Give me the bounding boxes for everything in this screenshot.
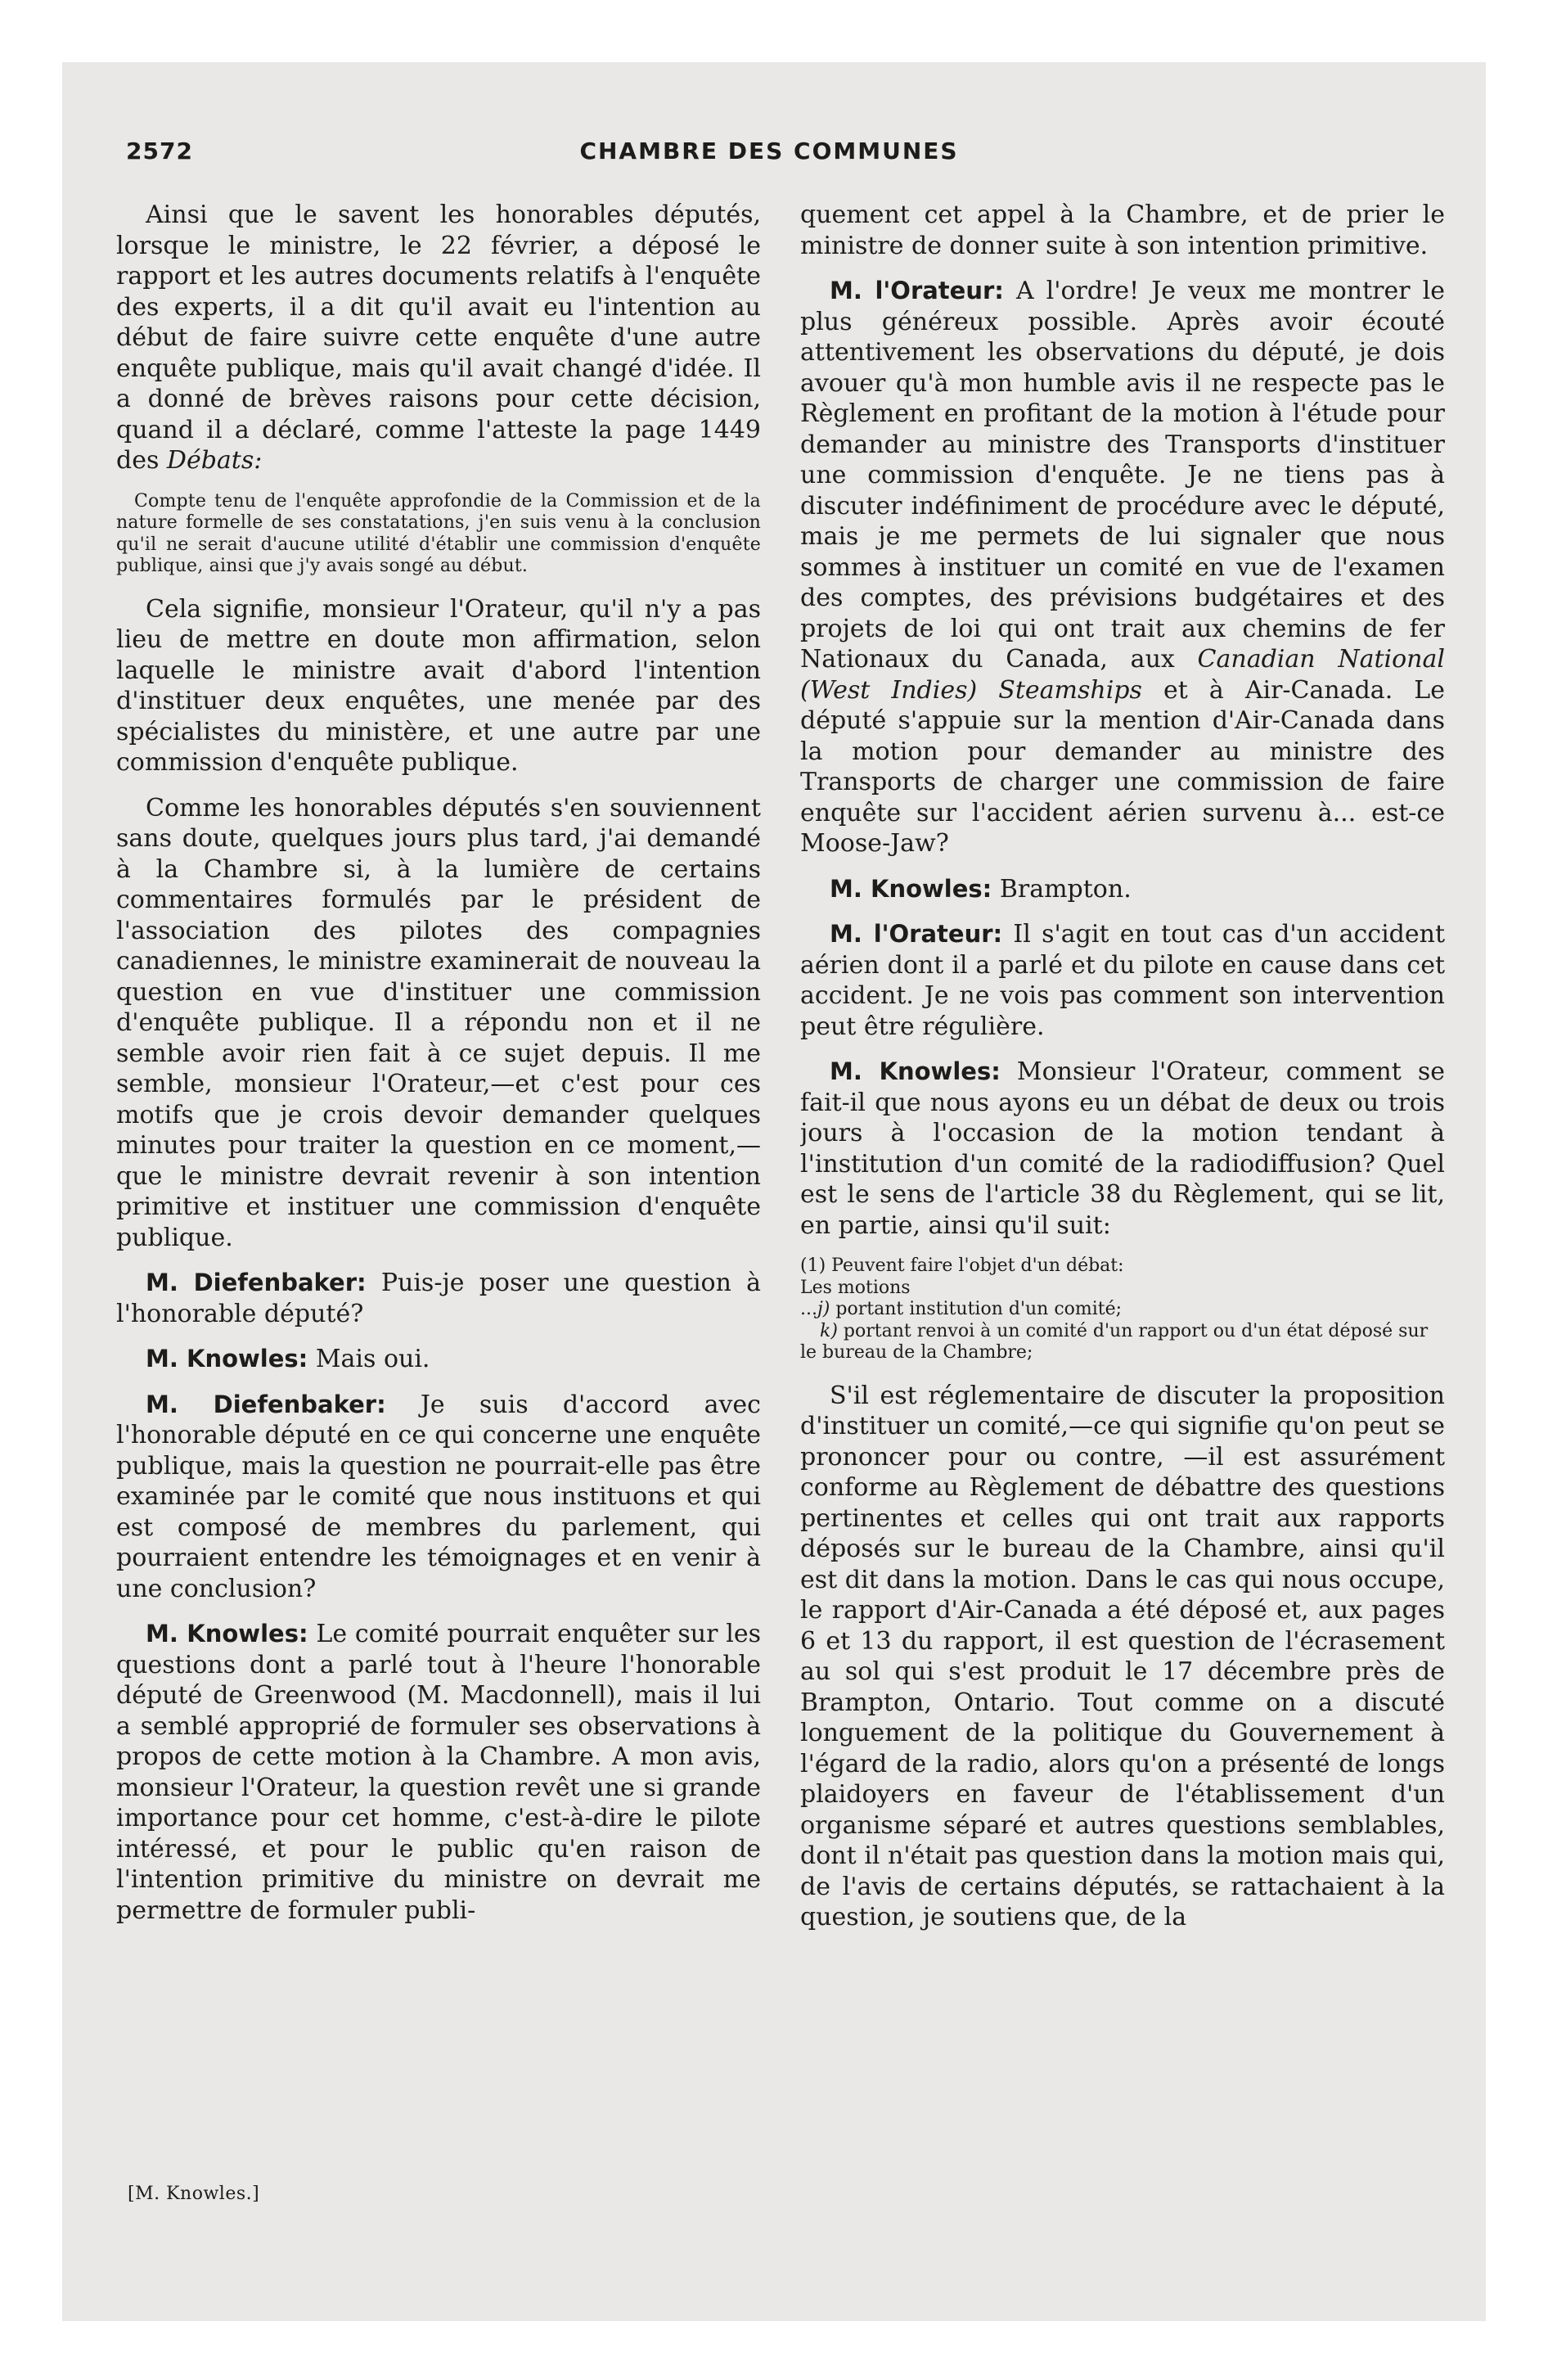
quote-line: (1) Peuvent faire l'objet d'un débat:	[800, 1255, 1124, 1276]
speech: M. Knowles: Brampton.	[830, 874, 1132, 904]
paragraph: Cela signifie, monsieur l'Orateur, qu'il n'y a pas lieu de mettre en doute mon affirmation, selon laquelle le ministre avait d'abord l'intention d'instituer deux enquêtes, une menée par des spécialistes du ministère, et une autre par une commission d'enquête publique.	[116, 594, 761, 777]
block-quote: Compte tenu de l'enquête approfondie de la Commission et de la nature formelle de ses constatations, j'en suis venu à la conclusion qu'il ne serait d'aucune utilité d'établir une commission d'enquête publique, ainsi que j'y avais songé au début.	[116, 490, 761, 576]
speaker-name: M. Diefenbaker:	[146, 1390, 386, 1418]
speaker-name: M. Knowles:	[830, 874, 992, 903]
speech: M. Diefenbaker: Puis-je poser une question à l'honorable député?	[116, 1269, 761, 1328]
page-number: 2572	[126, 137, 193, 165]
speech: M. Diefenbaker: Je suis d'accord avec l'honorable député en ce qui concerne une enquête publique, mais la question ne pourrait-elle pas être examinée par le comité que nous instituons et qui est composé de membres du parlement, qui pourraient entendre les témoignages et en venir à une conclusion?	[116, 1390, 761, 1603]
speech: M. l'Orateur: A l'ordre! Je veux me montrer le plus généreux possible. Après avoir écouté attentivement les observations du député, je dois avouer qu'à mon humble avis il ne respecte pas le Règlement en profitant de la motion à l'étude pour demander au ministre des Transports d'instituer une commission d'enquête. Je ne tiens pas à discuter indéfiniment de procédure avec le député, mais je me permets de lui signaler que nous sommes à instituer un comité en vue de l'examen des comptes, des prévisions budgétaires et des projets de loi qui ont trait aux chemins de fer Nationaux du Canada, aux Canadian National (West Indies) Steamships et à Air-Canada. Le député s'appuie sur la mention d'Air-Canada dans la motion pour demander au ministre des Transports de charger une commission de faire enquête sur l'accident aérien survenu à... est-ce Moose-Jaw?	[800, 277, 1445, 858]
speech: M. Knowles: Mais oui.	[146, 1345, 430, 1373]
speaker-name: M. Knowles:	[830, 1057, 1001, 1085]
paragraph: Ainsi que le savent les honorables députés, lorsque le ministre, le 22 février, a déposé le rapport et les autres documents relatifs à l'enquête des experts, il a dit qu'il avait eu l'intention au début de faire suivre cette enquête d'une autre enquête publique, mais qu'il avait changé d'idée. Il a donné de brèves raisons pour cette décision, quand il a déclaré, comme l'atteste la page 1449 des Débats:	[116, 201, 761, 475]
speech: M. Knowles: Le comité pourrait enquêter sur les questions dont a parlé tout à l'heure l'honorable député de Greenwood (M. Macdonnell), mais il lui a semblé approprié de formuler ses observations à propos de cette motion à la Chambre. A mon avis, monsieur l'Orateur, la question revêt une si grande importance pour cet homme, c'est-à-dire le pilote intéressé, et pour le public qu'en raison de l'intention primitive du ministre on devrait me permettre de formuler publi-	[116, 1620, 761, 1925]
speech: M. l'Orateur: Il s'agit en tout cas d'un accident aérien dont il a parlé et du pilote en cause dans cet accident. Je ne vois pas comment son intervention peut être régulière.	[800, 920, 1445, 1041]
rule-quote	[800, 1255, 1445, 1364]
paragraph: S'il est réglementaire de discuter la proposition d'instituer un comité,—ce qui signifie qu'on peut se prononcer pour ou contre, —il est assurément conforme au Règlement de débattre des questions pertinentes et celles qui ont trait aux rapports déposés sur le bureau de la Chambre, ainsi qu'il est dit dans la motion. Dans le cas qui nous occupe, le rapport d'Air-Canada a été déposé et, aux pages 6 et 13 du rapport, il est question de l'écrasement au sol qui s'est produit le 17 décembre près de Brampton, Ontario. Tout comme on a discuté longuement de la politique du Gouvernement à l'égard de la radio, alors qu'on a présenté de longs plaidoyers en faveur de l'établissement d'un organisme séparé et autres questions semblables, dont il n'était pas question dans la motion mais qui, de l'avis de certains députés, se rattachaient à la question, je soutiens que, de la	[800, 1381, 1445, 1931]
speaker-name: M. l'Orateur:	[830, 920, 1003, 948]
quote-line: k) portant renvoi à un comité d'un rapport ou d'un état déposé sur le bureau de la Chambre;	[800, 1320, 1429, 1363]
speaker-name: M. Diefenbaker:	[146, 1269, 367, 1296]
paragraph: Comme les honorables députés s'en souviennent sans doute, quelques jours plus tard, j'ai demandé à la Chambre si, à la lumière de certains commentaires formulés par le président de l'association des pilotes des compagnies canadiennes, le ministre examinerait de nouveau la question en vue d'instituer une commission d'enquête publique. Il a répondu non et il ne semble avoir rien fait à ce sujet depuis. Il me semble, monsieur l'Orateur,—et c'est pour ces motifs que je crois devoir demander quelques minutes pour traiter la question en ce moment,—que le ministre devrait revenir à son intention primitive et instituer une commission d'enquête publique.	[116, 793, 761, 1252]
quote-line: ...j) portant institution d'un comité;	[800, 1299, 1123, 1319]
running-head: CHAMBRE DES COMMUNES	[579, 137, 959, 165]
scanned-page	[62, 62, 1486, 2321]
quote-line: Les motions	[800, 1277, 911, 1298]
page-header	[126, 137, 1412, 180]
speaker-name: M. l'Orateur:	[830, 277, 1004, 304]
speaker-name: M. Knowles:	[146, 1345, 308, 1373]
speaker-name: M. Knowles:	[146, 1620, 308, 1648]
left-column	[116, 200, 761, 2295]
right-column	[800, 200, 1445, 2295]
speaker-attribution: [M. Knowles.]	[128, 2184, 260, 2204]
paragraph: quement cet appel à la Chambre, et de prier le ministre de donner suite à son intention primitive.	[800, 201, 1445, 260]
speech: M. Knowles: Monsieur l'Orateur, comment se fait-il que nous ayons eu un débat de deux ou trois jours à l'occasion de la motion tendant à l'institution d'un comité de la radiodiffusion? Quel est le sens de l'article 38 du Règlement, qui se lit, en partie, ainsi qu'il suit:	[800, 1057, 1445, 1240]
